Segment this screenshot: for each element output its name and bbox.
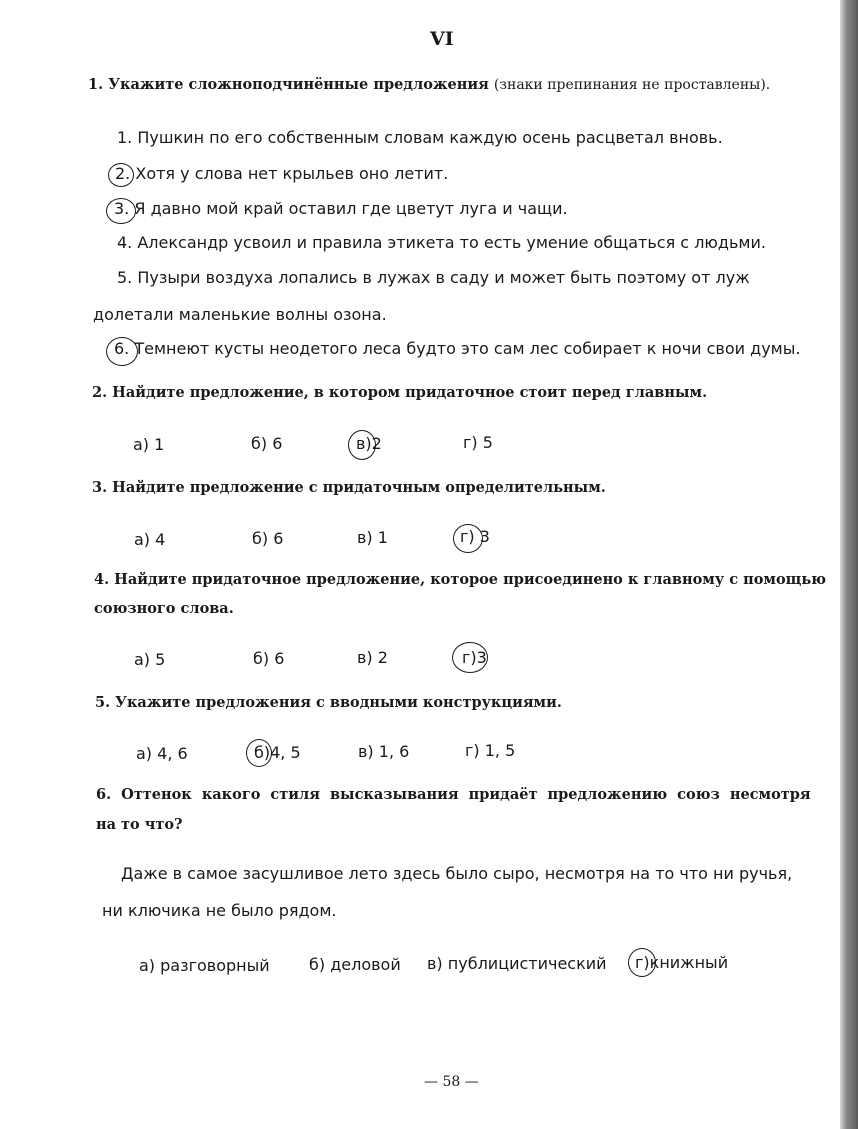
option-letter: а) (133, 435, 150, 454)
option-value: 5 (155, 650, 166, 669)
sentence-text: Пузыри воздуха лопались в лужах в саду и может быть поэтому от луж (137, 268, 750, 287)
question-1 (88, 76, 770, 93)
question-6-example-line1: Даже в самое засушливое лето здесь было сыро, несмотря на то что ни ручья, (121, 864, 793, 883)
option-c (357, 528, 388, 547)
option-d (463, 433, 493, 452)
sentence-number: 4. (117, 233, 133, 252)
sentence-6 (114, 339, 800, 358)
option-letter: б) (254, 743, 271, 762)
page-number: — 58 — (424, 1074, 479, 1090)
option-a (133, 435, 164, 454)
sentence-text: Пушкин по его собственным словам каждую осень расцветал вновь. (137, 128, 723, 147)
question-6-example-line2: ни ключика не было рядом. (102, 901, 337, 920)
option-letter: а) (134, 530, 151, 549)
option-d (465, 741, 515, 760)
option-letter: а) (136, 744, 153, 763)
sentence-4 (117, 233, 766, 252)
sentence-5 (117, 268, 750, 287)
option-value: 1 (377, 528, 388, 547)
question-3-text: 3. Найдите предложение с придаточным определительным. (92, 479, 606, 496)
option-letter: в) (357, 648, 373, 667)
option-value: 3 (479, 527, 490, 546)
option-letter: г) (462, 648, 477, 667)
option-value: 5 (482, 433, 493, 452)
scan-edge-shadow (840, 0, 858, 1129)
sentence-text: Я давно мой край оставил где цветут луга и чащи. (134, 199, 568, 218)
sentence-text: Хотя у слова нет крыльев оно летит. (135, 164, 449, 183)
option-letter: в) (358, 742, 374, 761)
option-letter: б) (252, 529, 269, 548)
answer-circle-mark (106, 198, 136, 224)
option-letter: б) (251, 434, 268, 453)
answer-circle-mark (453, 524, 483, 553)
question-2-text: 2. Найдите предложение, в котором придаточное стоит перед главным. (92, 384, 708, 401)
option-letter: в) (356, 434, 372, 453)
question-5-text: 5. Укажите предложения с вводными конструкциями. (95, 694, 562, 711)
option-value: публицистический (447, 954, 607, 973)
answer-circle-mark (246, 739, 272, 767)
option-letter: а) (139, 956, 156, 975)
option-value: 4 (155, 530, 166, 549)
option-b (251, 434, 282, 453)
question-6-text-line1: 6. Оттенок какого стиля высказывания придаёт предложению союз несмотря (96, 786, 811, 803)
sentence-number: 5. (117, 268, 133, 287)
option-value: 4, 5 (270, 743, 301, 762)
option-letter: б) (253, 649, 270, 668)
option-letter: а) (134, 650, 151, 669)
option-value: 1, 6 (378, 742, 410, 761)
option-letter: г) (465, 741, 480, 760)
option-c (358, 742, 409, 761)
option-b (253, 649, 284, 668)
question-1-number: 1. (88, 76, 104, 93)
option-value: деловой (330, 955, 401, 974)
option-value: 4, 6 (157, 744, 188, 763)
answer-circle-mark (106, 337, 138, 366)
sentence-number: 2. (115, 164, 131, 183)
sentence-number: 1. (117, 128, 133, 147)
answer-circle-mark (348, 430, 376, 460)
sentence-number: 6. (114, 339, 130, 358)
option-letter: г) (460, 527, 475, 546)
question-1-note: (знаки препинания не проставлены). (493, 77, 771, 93)
option-value: книжный (649, 953, 729, 972)
sentence-3 (114, 199, 568, 218)
sentence-text: Александр усвоил и правила этикета то есть умение общаться с людьми. (137, 233, 766, 252)
page-title: VI (430, 28, 454, 50)
option-value: 2 (377, 648, 388, 667)
option-b (309, 955, 401, 974)
option-value: 6 (274, 649, 285, 668)
question-6-text-line2: на то что? (96, 816, 183, 833)
question-4-text-line2: союзного слова. (94, 600, 234, 617)
option-letter: г) (635, 953, 650, 972)
answer-circle-mark (108, 163, 134, 187)
option-value: 6 (272, 434, 283, 453)
answer-circle-mark (452, 642, 488, 673)
option-value: 1, 5 (484, 741, 516, 760)
option-a (134, 650, 165, 669)
sentence-1 (117, 128, 723, 147)
option-b (252, 529, 283, 548)
sentence-5-continuation: долетали маленькие волны озона. (93, 305, 387, 324)
sentence-number: 3. (114, 199, 130, 218)
option-c (427, 954, 607, 973)
question-4-text-line1: 4. Найдите придаточное предложение, которое присоединено к главному с помощью (94, 571, 827, 588)
option-value: 1 (154, 435, 165, 454)
option-a (136, 744, 188, 763)
answer-circle-mark (628, 948, 656, 977)
option-a (134, 530, 165, 549)
option-letter: в) (357, 528, 373, 547)
option-value: 2 (371, 434, 382, 453)
question-1-text: Укажите сложноподчинённые предложения (108, 76, 489, 93)
sentence-text: Темнеют кусты неодетого леса будто это сам лес собирает к ночи свои думы. (134, 339, 801, 358)
option-a (139, 956, 270, 975)
option-value: 3 (476, 648, 487, 667)
option-value: разговорный (160, 956, 270, 975)
option-letter: б) (309, 955, 326, 974)
option-letter: г) (463, 433, 478, 452)
sentence-2 (115, 164, 448, 183)
option-letter: в) (427, 954, 443, 973)
option-c (357, 648, 388, 667)
option-value: 6 (273, 529, 284, 548)
